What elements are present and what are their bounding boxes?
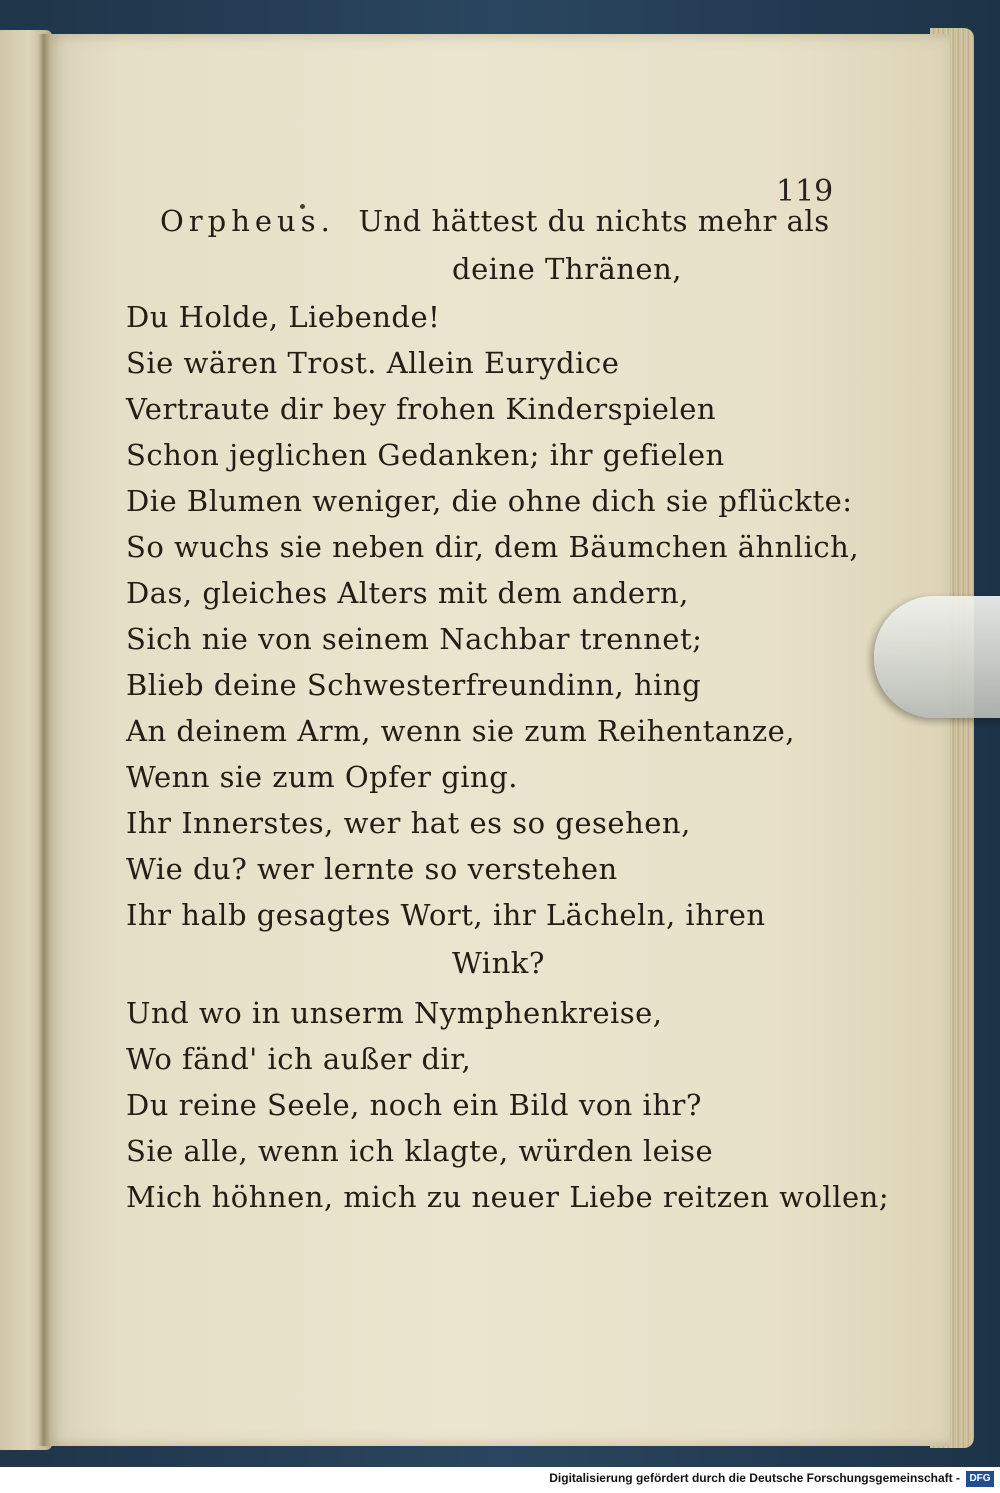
speaker-name: Orpheus.	[160, 204, 335, 238]
poem-line-8: So wuchs sie neben dir, dem Bäumchen ähnlich,	[126, 530, 860, 564]
poem-line-11: Blieb deine Schwesterfreundinn, hing	[126, 668, 702, 702]
poem-line-5: Vertraute dir bey frohen Kinderspielen	[126, 392, 717, 426]
poem-line-18: Und wo in unserm Nymphenkreise,	[126, 996, 663, 1030]
footer-bar	[0, 1467, 1000, 1493]
poem-line-17: Wink?	[452, 946, 545, 980]
poem-line-3: Du Holde, Liebende!	[126, 300, 441, 334]
dfg-logo: DFG	[966, 1471, 994, 1487]
poem-line-7: Die Blumen weniger, die ohne dich sie pflückte:	[126, 484, 853, 518]
poem-line-10: Sich nie von seinem Nachbar trennet;	[126, 622, 703, 656]
footer-credit: Digitalisierung gefördert durch die Deutsche Forschungsgemeinschaft -	[549, 1471, 960, 1485]
poem-line-12: An deinem Arm, wenn sie zum Reihentanze,	[126, 714, 795, 748]
poem-line-14: Ihr Innerstes, wer hat es so gesehen,	[126, 806, 691, 840]
poem-line-9: Das, gleiches Alters mit dem andern,	[126, 576, 689, 610]
poem-line-4: Sie wären Trost. Allein Eurydice	[126, 346, 620, 380]
poem-line-text: Und hättest du nichts mehr als	[358, 204, 830, 238]
poem-line-16: Ihr halb gesagtes Wort, ihr Lächeln, ihren	[126, 898, 766, 932]
poem-line-6: Schon jeglichen Gedanken; ihr gefielen	[126, 438, 725, 472]
poem-line-21: Sie alle, wenn ich klagte, würden leise	[126, 1134, 714, 1168]
book-page	[48, 34, 950, 1446]
poem-line-19: Wo fänd' ich außer dir,	[126, 1042, 472, 1076]
poem-line-2: deine Thränen,	[452, 252, 682, 286]
page-clip	[874, 596, 1000, 718]
poem-line-22: Mich höhnen, mich zu neuer Liebe reitzen wollen;	[126, 1180, 890, 1214]
poem-line-1	[160, 204, 830, 238]
poem-line-15: Wie du? wer lernte so verstehen	[126, 852, 618, 886]
page-gutter-shadow	[38, 34, 50, 1446]
poem-line-13: Wenn sie zum Opfer ging.	[126, 760, 519, 794]
page-number: 119	[776, 174, 834, 209]
poem-line-20: Du reine Seele, noch ein Bild von ihr?	[126, 1088, 702, 1122]
